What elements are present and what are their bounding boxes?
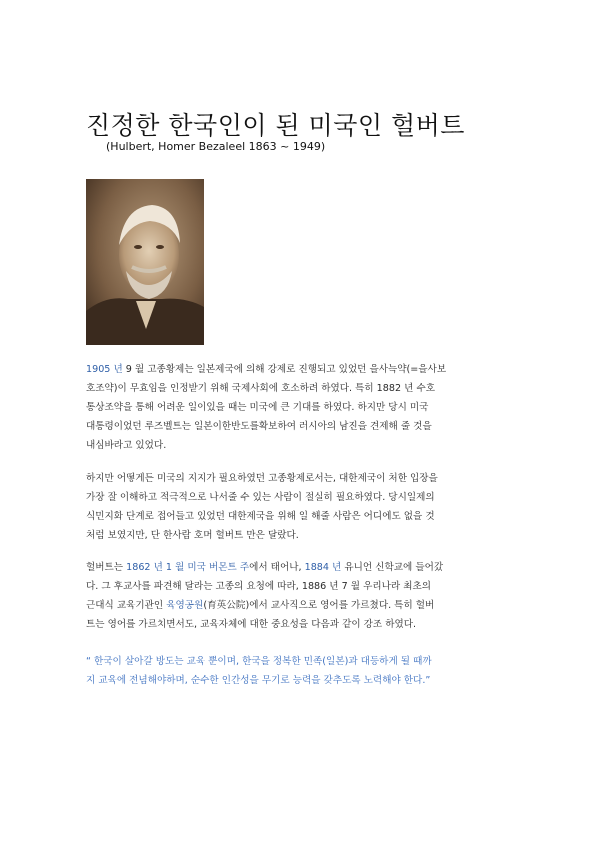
paragraph-1	[86, 360, 516, 455]
page-subtitle: (Hulbert, Homer Bezaleel 1863 ~ 1949)	[106, 140, 326, 153]
portrait-photo-icon	[86, 179, 204, 345]
hulbert-quote	[86, 652, 516, 690]
para3-text-e: 유니언 신학교에 들어갔	[341, 562, 444, 573]
portrait-photo	[86, 179, 204, 345]
quote-line1: “ 한국이 살아갈 방도는 교육 뿐이며, 한국을 정복한 민족(일본)과 대등하게 될 때까	[86, 656, 432, 667]
para2-line3: 식민지화 단계로 접어들고 있었던 대한제국을 위해 일 해줄 사람은 어디에도 없을 것	[86, 511, 435, 522]
para3-text-c: 에서 태어나,	[249, 562, 305, 573]
para2-line1: 하지만 어떻게든 미국의 지지가 필요하였던 고종황제로서는, 대한제국이 처한 입장을	[86, 473, 438, 484]
para1-line1: 9 월 고종황제는 일본제국에 의해 강제로 진행되고 있었던 을사늑약(=을사보	[122, 364, 447, 375]
page-title: 진정한 한국인이 된 미국인 헐버트	[86, 111, 465, 140]
para3-line4: 트는 영어를 가르치면서도, 교육자체에 대한 중요성을 다음과 같이 강조 하였다.	[86, 619, 417, 630]
para2-line2: 가장 잘 이해하고 적극적으로 나서줄 수 있는 사람이 절실히 필요하였다. 당시일제의	[86, 492, 435, 503]
quote-line2: 지 교육에 전념해야하며, 순수한 인간성을 무기로 능력을 갖추도록 노력해야 한다.”	[86, 675, 431, 686]
year-1884: 1884 년	[304, 562, 342, 573]
para3-line2: 다. 그 후교사를 파견해 달라는 고종의 요청에 따라, 1886 년 7 월 우리나라 최초의	[86, 581, 432, 592]
para3-line3-a: 근대식 교육기관인	[86, 600, 167, 611]
para3-text-a: 헐버트는	[86, 562, 127, 573]
paragraph-2	[86, 469, 516, 545]
para1-line5: 내심바라고 있었다.	[86, 440, 167, 451]
para2-line4: 처럼 보였지만, 단 한사람 호머 헐버트 만은 달랐다.	[86, 530, 299, 541]
birth-date-place: 1862 년 1 월 미국 버몬트 주	[126, 562, 250, 573]
year-1905: 1905 년	[86, 364, 123, 375]
para1-line3: 통상조약을 통해 어려운 일이있을 때는 미국에 큰 기대를 하였다. 하지만 당시 미국	[86, 402, 429, 413]
para1-line2: 호조약)이 무효임을 인정받기 위해 국제사회에 호소하려 하였다. 특히 1882 년 수호	[86, 383, 435, 394]
para3-line3-c: (育英公院)에서 교사직으로 영어를 가르쳤다. 특히 헐버	[203, 600, 435, 611]
yukyeong-gongwon: 육영공원	[166, 600, 204, 611]
para1-line4: 대통령이었던 루즈벨트는 일본이한반도를확보하여 러시아의 남진을 견제해 줄 것을	[86, 421, 432, 432]
paragraph-3	[86, 558, 516, 634]
